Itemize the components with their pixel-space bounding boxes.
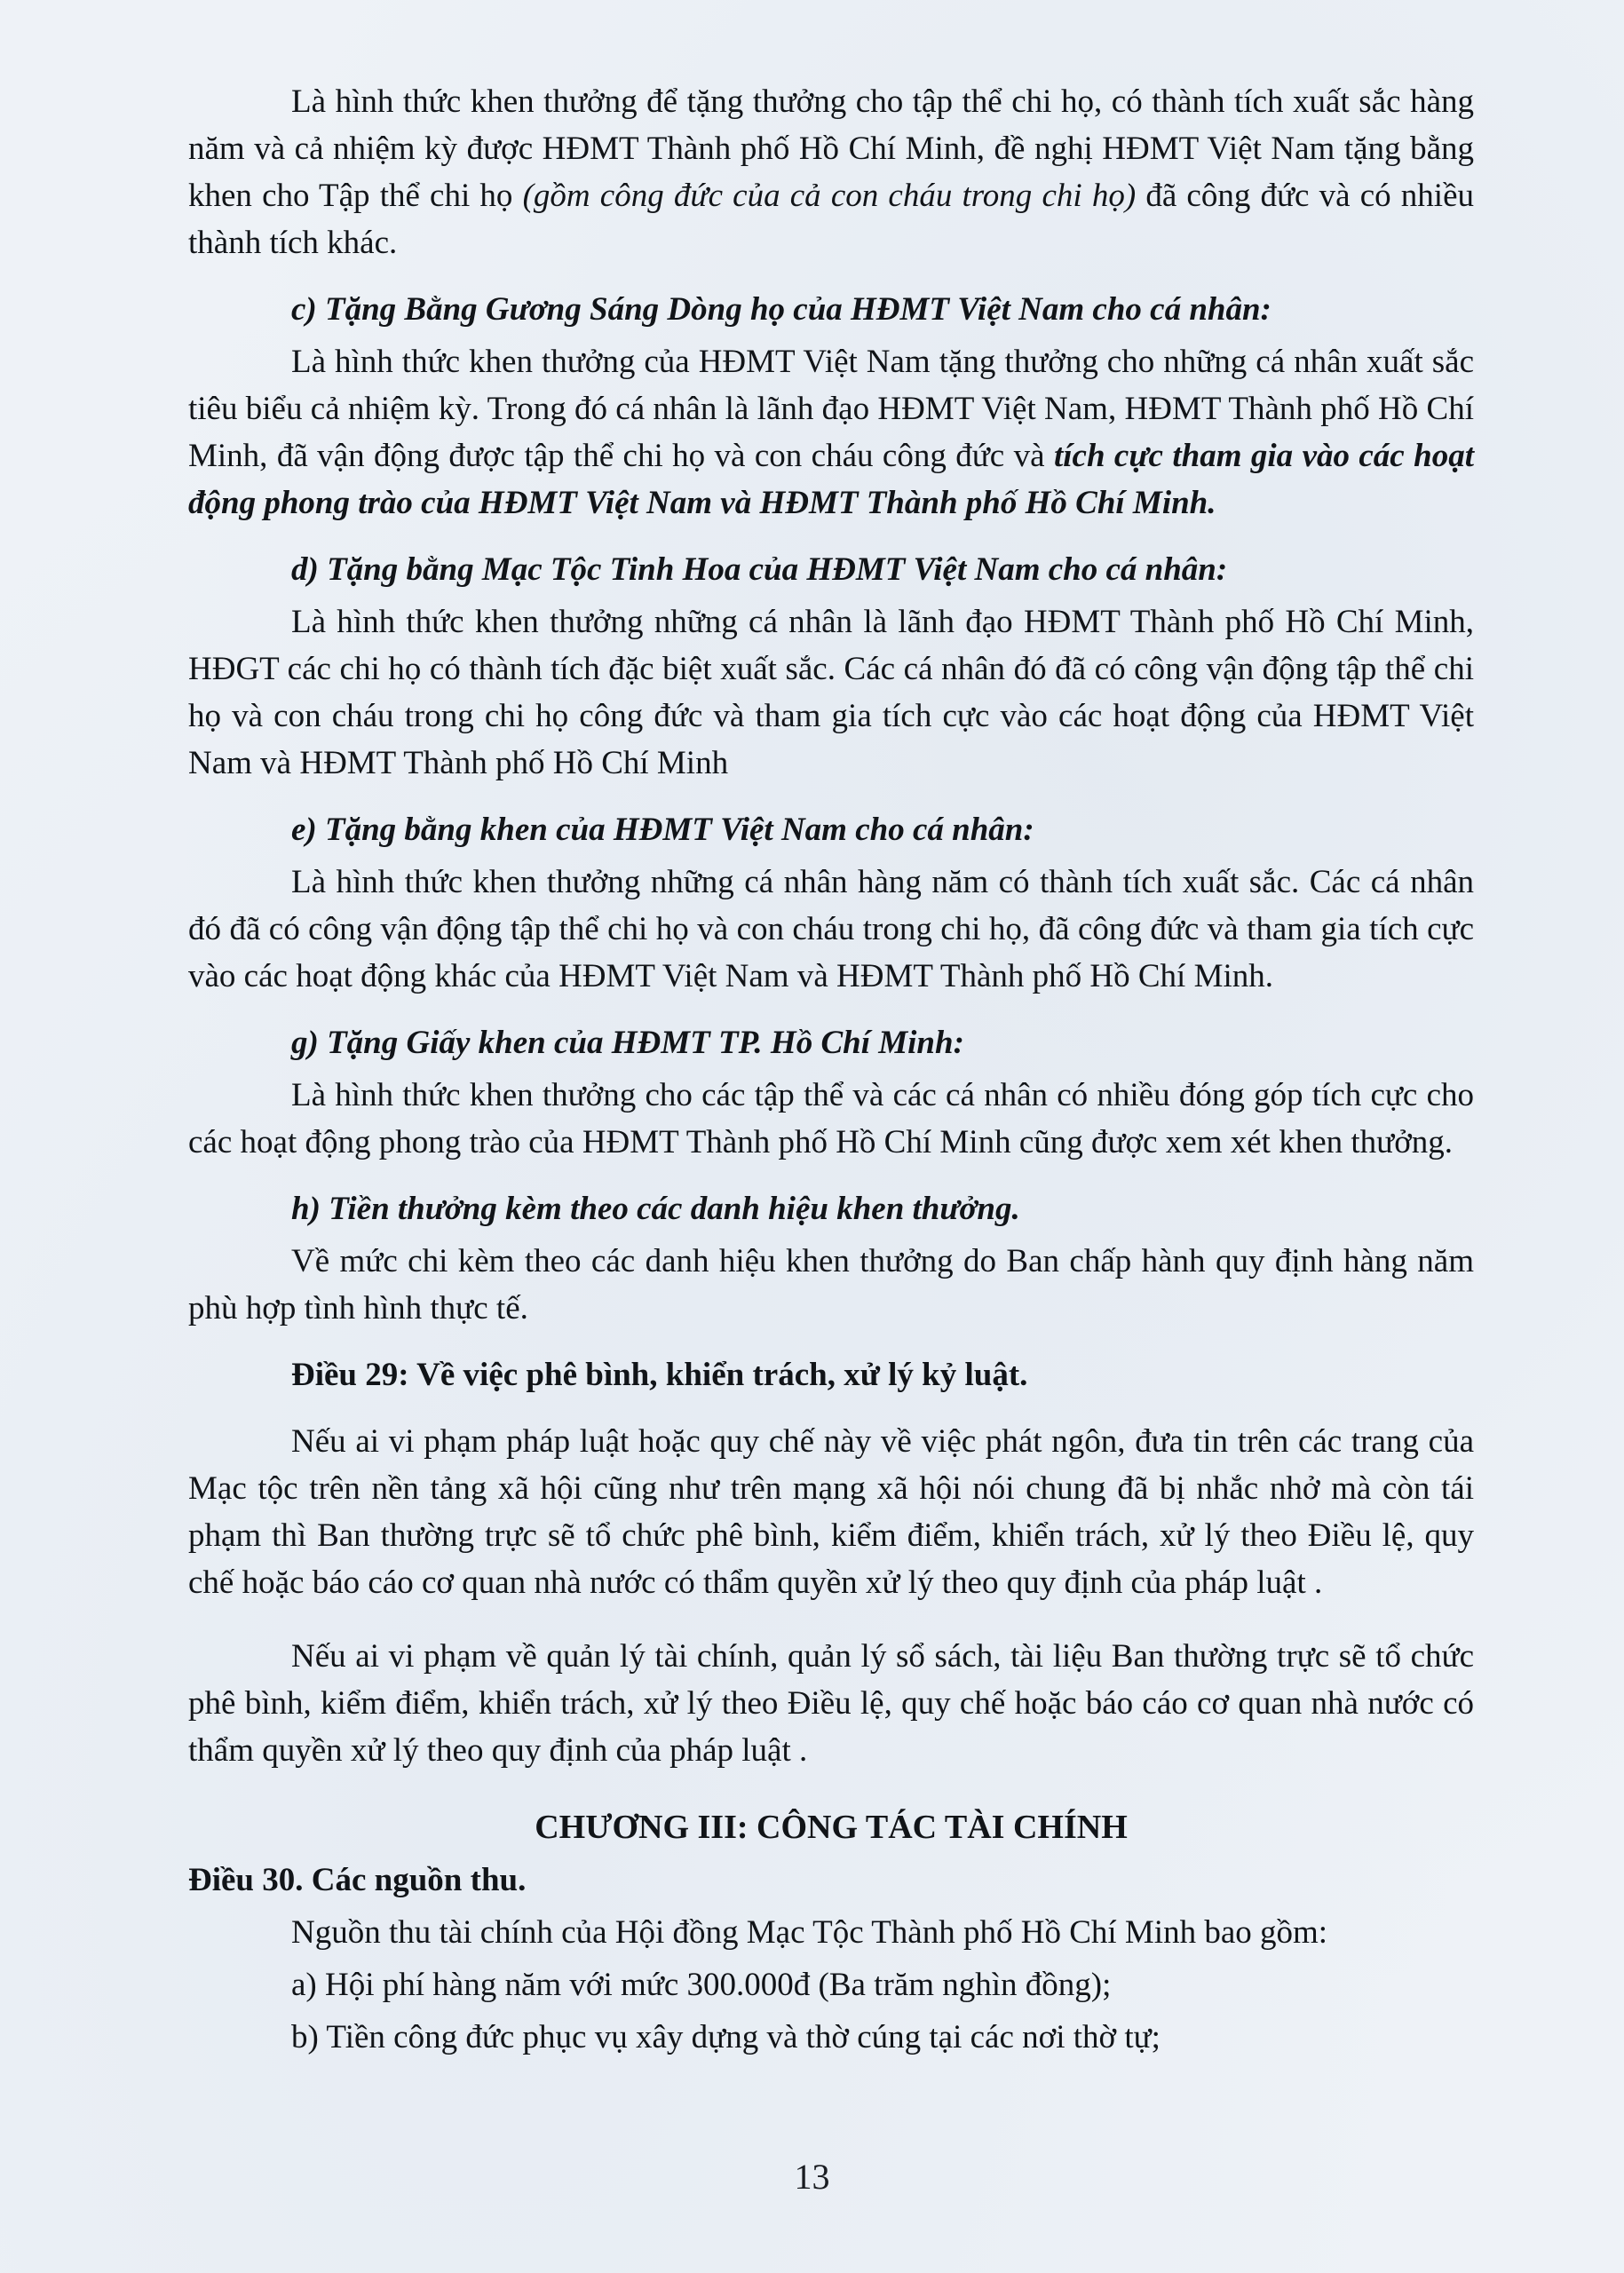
italic-note: (gồm công đức của cả con cháu trong chi họ) (522, 178, 1137, 214)
paragraph-discipline-speech (188, 1418, 1474, 1606)
paragraph-g (188, 1072, 1474, 1166)
text-segment: Nếu ai vi phạm về quản lý tài chính, quản lý sổ sách, tài liệu Ban thường trực sẽ tổ chức phê bình, kiểm điểm, khiển trách, xử lý theo Điều lệ, quy chế hoặc báo cáo cơ quan nhà nước có thẩm quyền xử lý theo quy định của pháp luật . (188, 1638, 1474, 1769)
text-segment: Về mức chi kèm theo các danh hiệu khen thưởng do Ban chấp hành quy định hàng năm phù hợp tình hình thực tế. (188, 1243, 1474, 1327)
document-body (188, 78, 1474, 2061)
revenue-intro: Nguồn thu tài chính của Hội đồng Mạc Tộc Thành phố Hồ Chí Minh bao gồm: (291, 1914, 1328, 1951)
text-segment: Là hình thức khen thưởng những cá nhân hàng năm có thành tích xuất sắc. Các cá nhân đó đã có công vận động tập thể chi họ và con cháu trong chi họ, đã công đức và tham gia tích cực vào các hoạt động khác của HĐMT Việt Nam và HĐMT Thành phố Hồ Chí Minh. (188, 864, 1474, 994)
page-number: 13 (794, 2157, 830, 2197)
text-segment: Là hình thức khen thưởng để tặng thưởng cho tập thể chi họ, có thành tích xuất sắc hàng năm và cả nhiệm kỳ được HĐMT Thành phố Hồ Chí Minh, đề nghị HĐMT Việt Nam tặng bằng khen cho Tập thể chi họ (188, 83, 1474, 214)
paragraph-h (188, 1238, 1474, 1332)
text-segment: Nếu ai vi phạm pháp luật hoặc quy chế này về việc phát ngôn, đưa tin trên các trang của Mạc tộc trên nền tảng xã hội cũng như trên mạng xã hội nói chung đã bị nhắc nhở mà còn tái phạm thì Ban thường trực sẽ tổ chức phê bình, kiểm điểm, khiển trách, xử lý theo Điều lệ, quy chế hoặc báo cáo cơ quan nhà nước có thẩm quyền xử lý theo quy định của pháp luật . (188, 1423, 1474, 1601)
paragraph-discipline-finance (188, 1633, 1474, 1774)
text-segment: Là hình thức khen thưởng của HĐMT Việt Nam tặng thưởng cho những cá nhân xuất sắc tiêu biểu cả nhiệm kỳ. Trong đó cá nhân là lãnh đạo HĐMT Việt Nam, HĐMT Thành phố Hồ Chí Minh, đã vận động được tập thể chi họ và con cháu công đức và (188, 344, 1474, 474)
paragraph-collective-award (188, 78, 1474, 266)
heading-h: h) Tiền thưởng kèm theo các danh hiệu khen thưởng. (291, 1191, 1020, 1227)
paragraph-d (188, 598, 1474, 787)
chapter-title: CHƯƠNG III: CÔNG TÁC TÀI CHÍNH (535, 1809, 1128, 1846)
heading-c: c) Tặng Bằng Gương Sáng Dòng họ của HĐMT Việt Nam cho cá nhân: (291, 291, 1271, 328)
article-30-title: Điều 30. Các nguồn thu. (188, 1862, 527, 1898)
heading-g: g) Tặng Giấy khen của HĐMT TP. Hồ Chí Minh: (291, 1025, 964, 1061)
article-29-title: Điều 29: Về việc phê bình, khiển trách, xử lý kỷ luật. (291, 1357, 1028, 1393)
heading-e: e) Tặng bằng khen của HĐMT Việt Nam cho cá nhân: (291, 812, 1034, 848)
bold-italic-segment: tích cực tham gia vào các hoạt động phong trào của HĐMT Việt Nam và HĐMT Thành phố Hồ Chí Minh. (188, 438, 1474, 521)
text-segment: Là hình thức khen thưởng cho các tập thể và các cá nhân có nhiều đóng góp tích cực cho các hoạt động phong trào của HĐMT Thành phố Hồ Chí Minh cũng được xem xét khen thưởng. (188, 1077, 1474, 1160)
paragraph-c (188, 338, 1474, 527)
revenue-item-b: b) Tiền công đức phục vụ xây dựng và thờ cúng tại các nơi thờ tự; (291, 2019, 1161, 2055)
paragraph-e (188, 859, 1474, 1000)
heading-d: d) Tặng bằng Mạc Tộc Tinh Hoa của HĐMT Việt Nam cho cá nhân: (291, 551, 1228, 588)
text-segment: đã công đức và có nhiều thành tích khác. (188, 178, 1475, 261)
revenue-item-a: a) Hội phí hàng năm với mức 300.000đ (Ba trăm nghìn đồng); (291, 1967, 1112, 2003)
text-segment: Là hình thức khen thưởng những cá nhân là lãnh đạo HĐMT Thành phố Hồ Chí Minh, HĐGT các chi họ có thành tích đặc biệt xuất sắc. Các cá nhân đó đã có công vận động tập thể chi họ và con cháu trong chi họ công đức và tham gia tích cực vào các hoạt động của HĐMT Việt Nam và HĐMT Thành phố Hồ Chí Minh (188, 604, 1474, 781)
